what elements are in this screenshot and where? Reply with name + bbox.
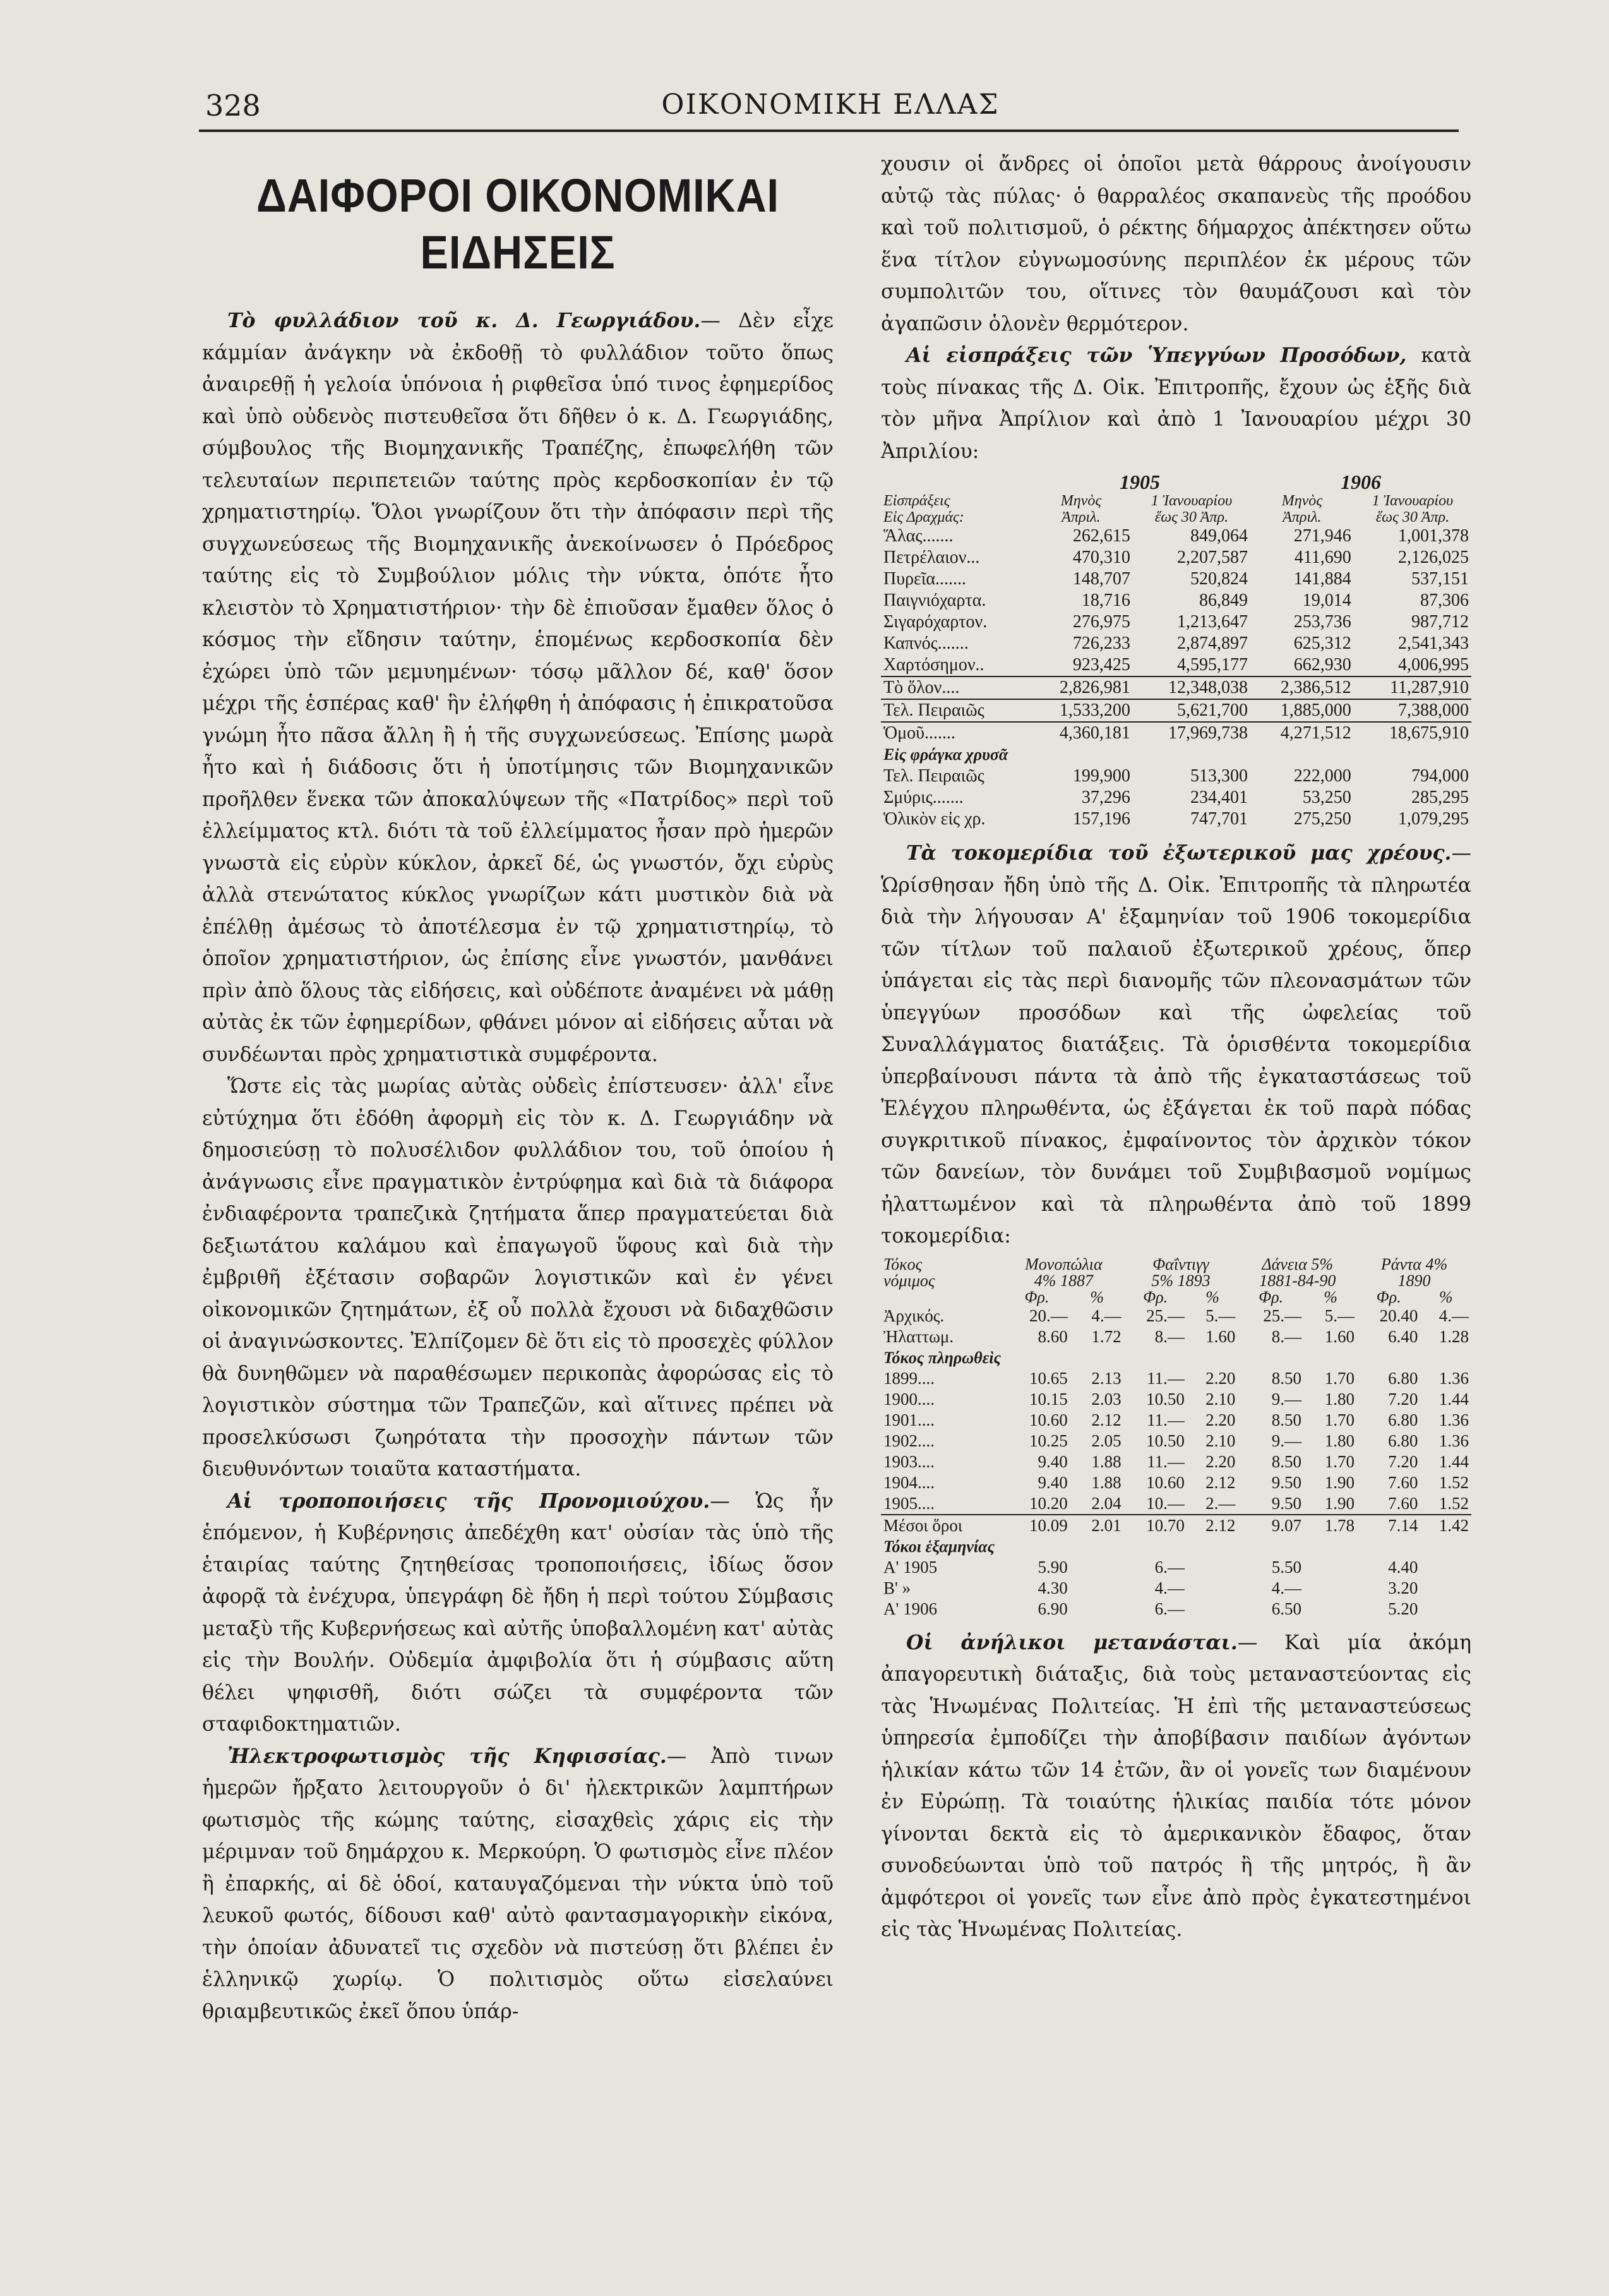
table-cell: 6.40 <box>1388 1326 1418 1346</box>
unit-label: % <box>1439 1287 1453 1306</box>
table-cell: 10.50 <box>1146 1389 1185 1409</box>
column-header: νόμιμος <box>883 1271 935 1290</box>
table-cell: 18,716 <box>1081 591 1130 610</box>
table-row <box>881 1515 1471 1536</box>
table-cell: 513,300 <box>1190 766 1248 786</box>
row-label: 1899.... <box>883 1368 935 1388</box>
column-header: 5% 1893 <box>1151 1271 1211 1290</box>
table-cell: 1,079,295 <box>1398 809 1469 829</box>
article-text: — Ὡρίσθησαν ἤδη ὑπὸ τῆς Δ. Οἰκ. Ἐπιτροπῆς τὰ πληρωτέα διὰ τὴν λήγουσαν Α' ἑξαμηνίαν τοῦ 1906 τοκομερίδια τῶν τίτλων τοῦ παλαιοῦ ἐξωτερικοῦ χρέους, ὅπερ ὑπάγεται εἰς τὰς περὶ διανομῆς τῶν πλεονασμάτων τῶν ὑπεγγύων προσόδων καὶ τῆς ὠφελείας τοῦ Συναλλάγματος διατάξεις. Τὰ ὁρισθέντα τοκομερίδια ὑπερβαίνουσι πάντα τὰ ἀπὸ τῆς ἐγκαταστάσεως τοῦ Ἐλέγχου πληρωθέντα, ὡς ἐξάγεται ἐκ τοῦ παρὰ πόδας συγκριτικοῦ πίνακος, ἐμφαίνοντος τὸν ἀρχικὸν τόκον τῶν δανείων, τὸν δυνάμει τοῦ Συμβιβασμοῦ νομίμως ἠλαττωμένον καὶ τὰ πληρωθέντα ἀπὸ τοῦ 1899 τοκομερίδια: <box>881 842 1471 1247</box>
table-section-row <box>881 744 1471 766</box>
table-cell <box>1187 1578 1238 1599</box>
table-row <box>881 766 1471 787</box>
table-cell: 987,712 <box>1411 612 1469 632</box>
article-text: κατὰ τοὺς πίνακας τῆς Δ. Οἰκ. Ἐπιτροπῆς, ἔχουν ὡς ἑξῆς διὰ τὸν μῆνα Ἀπρίλιον καὶ ἀπὸ 1 Ἰανουαρίου μέχρι 30 Ἀπριλίου: <box>881 344 1471 463</box>
table-cell: 1.78 <box>1304 1515 1357 1536</box>
table-cell: 1.88 <box>1091 1472 1122 1492</box>
table-cell: 4,595,177 <box>1177 655 1248 675</box>
article-heading: Ἠλεκτροφωτισμὸς τῆς Κηφισσίας. <box>227 1744 667 1768</box>
table-cell: 4.— <box>1439 1306 1469 1325</box>
table-cell: 8.50 <box>1271 1410 1301 1429</box>
table-cell: 2.12 <box>1187 1515 1238 1536</box>
column-header: Εἰσπράξεις <box>883 493 950 509</box>
table-cell: 1.28 <box>1439 1326 1469 1346</box>
table-row <box>881 590 1471 611</box>
table-cell: 1.42 <box>1420 1515 1471 1536</box>
table-row <box>881 1599 1471 1620</box>
table-cell <box>1070 1578 1124 1599</box>
table-cell: 2.12 <box>1205 1472 1236 1492</box>
table-cell <box>1070 1599 1124 1620</box>
table-cell: 4.— <box>1091 1306 1122 1325</box>
table-cell: 10.— <box>1146 1493 1185 1513</box>
row-label: Πυρεῖα....... <box>883 569 967 589</box>
table-cell <box>1304 1578 1357 1599</box>
table-cell: 10.50 <box>1146 1431 1185 1450</box>
column-header: Δάνεια 5% <box>1262 1254 1334 1273</box>
table-section-label: Τόκοι ἑξαμηνίας <box>883 1537 995 1556</box>
coupon-table <box>881 1256 1471 1620</box>
table-row <box>881 676 1471 699</box>
table-cell: 9.07 <box>1238 1515 1304 1536</box>
table-cell: 7.20 <box>1388 1389 1418 1409</box>
table-cell: 1.70 <box>1324 1410 1355 1429</box>
article-text: — Ὡς ἦν ἑπόμενον, ἡ Κυβέρνησις ἀπεδέχθη κατ' οὐσίαν τὰς ὑπὸ τῆς ἑταιρίας ταύτης ζητηθείσας τροποποιήσεις, ἰδίως ὅσον ἀφορᾷ τὰ ἐνέχυρα, ὑπεγράφη δὲ ἤδη ἡ περὶ τούτου Σύμβασις μεταξὺ τῆς Κυβερνήσεως καὶ αὐτῆς ὑποβαλλομένη κατ' αὐτὰς εἰς τὴν Βουλήν. Οὐδεμία ἀμφιβολία ὅτι ἡ σύμβασις αὕτη θέλει ψηφισθῆ, διότι σώζει τὰ συμφέροντα τῶν σταφιδοκτηματιῶν. <box>202 1489 834 1736</box>
table-cell: 276,975 <box>1072 612 1130 632</box>
table-cell: 5,621,700 <box>1133 699 1250 722</box>
table-cell: 8.60 <box>1038 1326 1068 1346</box>
table-cell: 6.— <box>1154 1599 1185 1618</box>
table-cell: 37,296 <box>1081 788 1130 807</box>
header-rule <box>199 129 1459 132</box>
unit-label: % <box>1324 1287 1337 1306</box>
table-cell: 1.36 <box>1439 1431 1469 1450</box>
table-cell: 17,969,738 <box>1133 722 1250 744</box>
table-section-row <box>881 1536 1471 1557</box>
column-header: 1890 <box>1397 1271 1431 1290</box>
table-cell: 6.80 <box>1388 1431 1418 1450</box>
table-cell: 470,310 <box>1072 548 1130 567</box>
journal-title: ΟΙΚΟΝΟΜΙΚΗ ΕΛΛΑΣ <box>661 88 1000 121</box>
unit-label: % <box>1090 1287 1104 1306</box>
table-cell: 87,306 <box>1420 591 1469 610</box>
column-header: Ἀπριλ. <box>1283 509 1322 526</box>
table-cell: 726,233 <box>1072 634 1130 653</box>
table-cell: 141,884 <box>1293 569 1351 589</box>
table-cell: 1.44 <box>1439 1389 1469 1409</box>
table-cell: 11.— <box>1147 1452 1185 1471</box>
column-header: Μηνὸς <box>1060 493 1102 509</box>
table-cell: 9.— <box>1271 1389 1301 1409</box>
table-cell: 2.20 <box>1205 1452 1236 1471</box>
row-label: Β' » <box>883 1578 911 1597</box>
article-text: — Δὲν εἶχε κάμμίαν ἀνάγκην νὰ ἐκδοθῇ τὸ φυλλάδιον τοῦτο ὅπως ἀναιρεθῇ ἡ γελοία ὑπόνοια ἡ ριφθεῖσα ὑπό τινος ἐφημερίδος καὶ ὑπὸ οὐδενὸς πιστευθεῖσα ὅτι δῆθεν ὁ κ. Δ. Γεωργιάδης, σύμβουλος τῆς Βιομηχανικῆς Τραπέζης, ἐπωφελήθη τῶν τελευταίων περιπετειῶν ταύτης πρὸς κερδοσκοπίαν ἐν τῷ χρηματιστηρίῳ. Ὅλοι γνωρίζουν ὅτι τὴν ἀπόφασιν περὶ τῆς συγχωνεύσεως τῆς Βιομηχανικῆς ἀνεκοίνωσεν ὁ Πρόεδρος ταύτης εἰς τὸ Συμβούλιον μόλις τὴν νύκτα, ὁπότε ἦτο κλειστὸν τὸ Χρηματιστήριον· τὴν δὲ ἐπιοῦσαν ἔμαθεν ὅλος ὁ κόσμος τὴν εἴδησιν ταύτην, ἑπομένως κερδοσκοπία δὲν ἐχώρει ὑπὸ τῶν μεμυημένων· τόσῳ μᾶλλον δέ, καθ' ὅσον μέχρι τῆς ἑσπέρας καθ' ἣν ἐλήφθη ἡ ἀπόφασις ἡ ἐπικρατοῦσα γνώμη ἦτο πᾶσα ἄλλη ἢ ἡ τῆς συγχωνεύσεως. Ἐπίσης μωρὰ ἦτο καὶ ἡ διάδοσις ὅτι ἡ ὑποτίμησις τῶν Βιομηχανικῶν προῆλθεν ἕνεκα τῶν ἀποκαλύψεων τῆς «Πατρίδος» περὶ τοῦ ἐλλείμματος κτλ. διότι τὰ τοῦ ἐλλείμματος ἦσαν πρὸ ἡμερῶν γνωστὰ εἰς εὐρὺν κύκλον, ἀρκεῖ δέ, ὡς γνωστόν, ὄχι εὐρὺς ἀλλὰ στενώτατος κύκλος γνωρίζων κάτι μυστικὸν διὰ νὰ ἐπέλθῃ ἀμέσως τὸ ἀποτέλεσμα ἐν τῷ χρηματιστηρίῳ, τὸ ὁποῖον χρηματιστήριον, ὡς ἐπίσης εἶνε γνωστόν, μανθάνει πρὶν ἀπὸ ὅλους τὰς εἰδήσεις, καὶ οὐδέποτε ἀναμένει νὰ μάθῃ αὐτὰς ἐκ τῶν ἐφημερίδων, φθάνει μόνον αἱ εἰδήσεις αὗται νὰ συνδέωνται πρὸς χρηματιστικὰ συμφέροντα. <box>202 310 834 1066</box>
table-cell: 1.36 <box>1439 1410 1469 1429</box>
table-cell: 1.90 <box>1324 1472 1355 1492</box>
article-georgiadis <box>202 305 834 1071</box>
column-header: Ράντα 4% <box>1380 1254 1448 1273</box>
table-cell: 1,001,378 <box>1398 526 1469 546</box>
table-row <box>881 1472 1471 1493</box>
table-row <box>881 1368 1471 1389</box>
article-heading: Οἱ ἀνήλικοι μετανάσται. <box>906 1630 1238 1654</box>
table-cell <box>1070 1557 1124 1578</box>
table-cell: 537,151 <box>1411 569 1469 589</box>
table-cell: 2.05 <box>1091 1431 1122 1450</box>
table-cell: 11,287,910 <box>1354 676 1471 699</box>
table-cell: 2.03 <box>1091 1389 1122 1409</box>
article-heading: Τὰ τοκομερίδια τοῦ ἐξωτερικοῦ μας χρέους. <box>906 841 1452 865</box>
table-cell: 10.09 <box>1003 1515 1070 1536</box>
table-row <box>881 1389 1471 1410</box>
table-cell: 7.60 <box>1388 1472 1418 1492</box>
table-cell: 2,126,025 <box>1398 548 1469 567</box>
article-coupons <box>881 838 1471 1253</box>
table-cell: 20.— <box>1029 1306 1068 1325</box>
row-label: Ὁμοῦ....... <box>881 722 1029 744</box>
table-cell: 2,874,897 <box>1177 634 1248 653</box>
row-label: 1905.... <box>883 1493 935 1513</box>
table-cell: 9.50 <box>1271 1472 1301 1492</box>
row-label: Πετρέλαιον... <box>883 548 980 567</box>
table-cell: 1.36 <box>1439 1368 1469 1388</box>
article-heading: Αἱ τροποποιήσεις τῆς Προνομιούχου. <box>227 1489 710 1513</box>
table-cell <box>1304 1557 1357 1578</box>
table-cell: 2.10 <box>1205 1389 1236 1409</box>
row-label: Α' 1905 <box>883 1557 938 1577</box>
revenue-table <box>881 471 1471 830</box>
table-row <box>881 1410 1471 1431</box>
table-cell: 2.20 <box>1205 1368 1236 1388</box>
year-label: 1905 <box>1120 471 1161 493</box>
table-cell: 9.— <box>1271 1431 1301 1450</box>
table-cell: 7.20 <box>1388 1452 1418 1471</box>
table-cell: 6.80 <box>1388 1410 1418 1429</box>
column-header: Τόκος <box>883 1254 923 1273</box>
table-cell: 1.60 <box>1205 1326 1236 1346</box>
table-row <box>881 547 1471 568</box>
table-cell: 53,250 <box>1302 788 1351 807</box>
table-cell: 234,401 <box>1190 788 1248 807</box>
table-row <box>881 568 1471 590</box>
table-cell: 2.04 <box>1091 1493 1122 1513</box>
table-section-row <box>881 1347 1471 1368</box>
row-label: Σμύρις....... <box>883 788 964 807</box>
row-label: Χαρτόσημον.. <box>883 655 984 675</box>
table-cell: 285,295 <box>1411 788 1469 807</box>
row-label: 1900.... <box>883 1389 935 1409</box>
column-header: 4% 1887 <box>1034 1271 1093 1290</box>
table-row <box>881 526 1471 547</box>
table-cell: 1,533,200 <box>1029 699 1133 722</box>
table-cell: 662,930 <box>1293 655 1351 675</box>
table-cell <box>1304 1599 1357 1620</box>
table-row <box>881 722 1471 744</box>
table-cell <box>1420 1578 1471 1599</box>
column-header: Φαΐντιγγ <box>1152 1254 1209 1273</box>
table-cell: 10.70 <box>1124 1515 1187 1536</box>
table-cell: 9.40 <box>1038 1452 1068 1471</box>
table-cell: 7.14 <box>1357 1515 1420 1536</box>
table-cell: 253,736 <box>1293 612 1351 632</box>
table-cell: 4,006,995 <box>1398 655 1469 675</box>
table-cell: 8.— <box>1271 1326 1301 1346</box>
table-cell: 4,271,512 <box>1250 722 1354 744</box>
article-text: χουσιν οἱ ἄνδρες οἱ ὁποῖοι μετὰ θάρρους ἀνοίγουσιν αὐτῷ τὰς πύλας· ὁ θαρραλέος σκαπανεὺς τῆς προόδου καὶ τοῦ πολιτισμοῦ, ὁ ρέκτης δήμαρχος ἀπέκτησεν οὕτω ἕνα τίτλον εὐγνωμοσύνης περιπλέον ἐκ μέρους τῶν συμπολιτῶν του, οἵτινες τὸν θαυμάζουσι καὶ τὸν ἀγαπῶσιν ὁλονὲν θερμότερον. <box>881 153 1471 335</box>
table-cell: 520,824 <box>1190 569 1248 589</box>
table-cell <box>1187 1557 1238 1578</box>
table-row <box>881 1326 1471 1347</box>
table-row <box>881 699 1471 722</box>
table-cell: 2,386,512 <box>1250 676 1354 699</box>
table-cell: 1.88 <box>1091 1452 1122 1471</box>
table-row <box>881 808 1471 830</box>
table-cell: 10.15 <box>1029 1389 1068 1409</box>
table-cell <box>1420 1557 1471 1578</box>
table-cell: 1.80 <box>1324 1389 1355 1409</box>
row-label: Τελ. Πειραιῶς <box>881 699 1029 722</box>
table-row <box>881 633 1471 654</box>
table-cell: 10.25 <box>1029 1431 1068 1450</box>
table-cell: 2.13 <box>1091 1368 1122 1388</box>
table-cell: 1.72 <box>1091 1326 1122 1346</box>
table-cell: 1.80 <box>1324 1431 1355 1450</box>
table-cell: 1.70 <box>1324 1452 1355 1471</box>
running-header <box>205 88 1456 133</box>
table-cell: 4,360,181 <box>1029 722 1133 744</box>
table-cell: 7,388,000 <box>1354 699 1471 722</box>
table-cell: 20.40 <box>1379 1306 1418 1325</box>
table-cell: 3.20 <box>1388 1578 1418 1597</box>
table-cell: 10.60 <box>1029 1410 1068 1429</box>
column-header: ἕως 30 Ἀπρ. <box>1375 509 1450 526</box>
table-row <box>881 1452 1471 1472</box>
table-row <box>881 1578 1471 1599</box>
row-label: 1904.... <box>883 1472 935 1492</box>
table-row <box>881 1431 1471 1452</box>
column-header: Εἰς Δραχμάς: <box>883 509 964 526</box>
table-row <box>881 1306 1471 1326</box>
table-cell: 10.65 <box>1029 1368 1068 1388</box>
article-text: Ὥστε εἰς τὰς μωρίας αὐτὰς οὐδεὶς ἐπίστευσεν· ἀλλ' εἶνε εὐτύχημα ὅτι ἐδόθη ἀφορμὴ εἰς τὸν κ. Δ. Γεωργιάδην νὰ δημοσιεύσῃ τὸ πολυσέλιδον φυλλάδιον του, τοῦ ὁποίου ἡ ἀνάγνωσις εἶνε πραγματικὸν ἐντρύφημα καὶ διὰ τὰ διάφορα ἐνδιαφέροντα τραπεζικὰ ζητήματα ἅπερ πραγματεύεται διὰ δεξιωτάτου καλάμου καὶ ἐπαγωγοῦ ὕφους καὶ διὰ τὴν ἐμβριθῆ ἐξέτασιν σοβαρῶν λογιστικῶν καὶ ἐν γένει οἰκονομικῶν ζητημάτων, ἐξ οὗ πολλὰ ἔχουσι νὰ διδαχθῶσιν οἱ ἀναγινώσκοντες. Ἐλπίζομεν δὲ ὅτι εἰς τὸ προσεχὲς φύλλον θὰ δυνηθῶμεν νὰ παραθέσωμεν περικοπὰς ἀφορώσας εἰς τὸ λογιστικὸν σύστημα τῶν Τραπεζῶν, καὶ αἵτινες πρέπει νὰ προσελκύσωσι ζωηρότατα τὴν προσοχὴν πάντων τῶν διευθυνόντων τοιαῦτα καταστήματα. <box>202 1075 834 1481</box>
row-label: Ὁλικὸν εἰς χρ. <box>883 809 986 829</box>
table-cell: 1,885,000 <box>1250 699 1354 722</box>
row-label: Ἀρχικός. <box>883 1306 945 1325</box>
row-label: Μέσοι ὅροι <box>881 1515 1003 1536</box>
table-cell: 18,675,910 <box>1354 722 1471 744</box>
article-heading: Αἱ εἰσπράξεις τῶν Ὑπεγγύων Προσόδων, <box>906 344 1407 367</box>
table-cell: 1.90 <box>1324 1493 1355 1513</box>
article-minors <box>881 1627 1471 1946</box>
table-cell: 157,196 <box>1072 809 1130 829</box>
table-cell: 2.20 <box>1205 1410 1236 1429</box>
row-label: Τελ. Πειραιῶς <box>883 766 984 786</box>
table-cell: 4.— <box>1154 1578 1185 1597</box>
table-cell: 11.— <box>1147 1410 1185 1429</box>
table-cell: 10.60 <box>1146 1472 1185 1492</box>
table-cell: 625,312 <box>1293 634 1351 653</box>
table-row <box>881 1557 1471 1578</box>
table-cell: 1.70 <box>1324 1368 1355 1388</box>
table-cell: 1.60 <box>1324 1326 1355 1346</box>
page-number: 328 <box>205 88 261 123</box>
table-cell: 9.40 <box>1038 1472 1068 1492</box>
section-title: ΔΑΙΦΟΡΟΙ ΟΙΚΟΝΟΜΙΚΑΙ ΕΙΔΗΣΕΙΣ <box>256 169 779 279</box>
row-label: 1901.... <box>883 1410 935 1429</box>
table-cell: 4.30 <box>1038 1578 1068 1597</box>
table-cell: 923,425 <box>1072 655 1130 675</box>
table-cell: 9.50 <box>1271 1493 1301 1513</box>
row-label: 1903.... <box>883 1452 935 1471</box>
table-cell: 8.50 <box>1271 1368 1301 1388</box>
unit-label: Φρ. <box>1376 1287 1401 1306</box>
unit-label: Φρ. <box>1259 1287 1284 1306</box>
table-cell: 10.20 <box>1029 1493 1068 1513</box>
table-cell: 7.60 <box>1388 1493 1418 1513</box>
table-cell <box>1187 1599 1238 1620</box>
unit-label: % <box>1205 1287 1219 1306</box>
table-cell: 5.90 <box>1038 1557 1068 1577</box>
article-revenues <box>881 340 1471 467</box>
row-label: 1902.... <box>883 1431 935 1450</box>
table-cell: 411,690 <box>1294 548 1351 567</box>
row-label: Σιγαρόχαρτον. <box>883 612 988 632</box>
table-cell: 11.— <box>1147 1368 1185 1388</box>
table-cell: 2.01 <box>1070 1515 1124 1536</box>
table-cell: 25.— <box>1263 1306 1301 1325</box>
table-cell: 86,849 <box>1199 591 1248 610</box>
table-cell: 6.— <box>1154 1557 1185 1577</box>
unit-label: Φρ. <box>1143 1287 1168 1306</box>
table-cell: 271,946 <box>1293 526 1351 546</box>
table-row <box>881 1493 1471 1515</box>
left-column <box>202 148 834 2028</box>
row-label: Ἅλας....... <box>883 526 954 546</box>
right-column <box>881 148 1471 1946</box>
article-heading: Τὸ φυλλάδιον τοῦ κ. Δ. Γεωργιάδου. <box>227 309 701 332</box>
row-label: Ἠλαττωμ. <box>883 1326 954 1346</box>
table-cell: 2.— <box>1205 1493 1236 1513</box>
table-cell: 262,615 <box>1072 526 1130 546</box>
table-cell: 2.12 <box>1091 1410 1122 1429</box>
table-row <box>881 654 1471 676</box>
table-cell: 5.50 <box>1271 1557 1301 1577</box>
table-section-label: Τόκος πληρωθεὶς <box>883 1348 1002 1367</box>
table-cell: 1.44 <box>1439 1452 1469 1471</box>
table-cell: 5.20 <box>1388 1599 1418 1618</box>
table-cell: 148,707 <box>1072 569 1130 589</box>
article-text: — Καὶ μία ἀκόμη ἀπαγορευτικὴ διάταξις, διὰ τοὺς μεταναστεύοντας εἰς τὰς Ἡνωμένας Πολιτείας. Ἡ ἐπὶ τῆς μεταναστεύσεως ὑπηρεσία ἐμποδίζει τὴν ἀποβίβασιν παιδίων ἀγόντων ἡλικίαν κάτω τῶν 14 ἐτῶν, ἂν οἱ γονεῖς των διαμένουν ἐν Εὐρώπῃ. Τὰ τοιαύτης ἡλικίας παιδία τότε μόνον γίνονται δεκτὰ εἰς τὸ ἀμερικανικὸν ἔδαφος, ὅταν συνοδεύωνται ὑπὸ τοῦ πατρός ἢ τῆς μητρός, ἢ ἂν ἀμφότεροι οἱ γονεῖς των εἶνε ἀπὸ πρὸς ἐγκατεστημένοι εἰς τὰς Ἡνωμένας Πολιτείας. <box>881 1631 1471 1941</box>
table-cell: 747,701 <box>1190 809 1248 829</box>
row-label: Α' 1906 <box>883 1599 938 1618</box>
table-cell: 4.40 <box>1388 1557 1418 1577</box>
table-cell: 275,250 <box>1293 809 1351 829</box>
table-cell: 6.90 <box>1038 1599 1068 1618</box>
table-cell: 199,900 <box>1072 766 1130 786</box>
table-cell: 794,000 <box>1411 766 1469 786</box>
table-cell: 2,826,981 <box>1029 676 1133 699</box>
table-cell: 6.80 <box>1388 1368 1418 1388</box>
article-kifissia <box>202 1741 834 2028</box>
table-cell: 8.— <box>1154 1326 1185 1346</box>
table-cell: 1.52 <box>1439 1472 1469 1492</box>
column-header: Ἀπριλ. <box>1062 509 1101 526</box>
table-cell: 25.— <box>1146 1306 1185 1325</box>
table-cell: 222,000 <box>1293 766 1351 786</box>
column-header: ἕως 30 Ἀπρ. <box>1154 509 1229 526</box>
table-row <box>881 787 1471 808</box>
table-cell: 12,348,038 <box>1133 676 1250 699</box>
table-row <box>881 611 1471 633</box>
table-cell: 2.10 <box>1205 1431 1236 1450</box>
table-cell: 19,014 <box>1302 591 1351 610</box>
table-cell: 4.— <box>1271 1578 1301 1597</box>
table-cell: 1.52 <box>1439 1493 1469 1513</box>
column-header: Μονοπώλια <box>1025 1254 1103 1273</box>
table-cell: 5.— <box>1205 1306 1236 1325</box>
article-pronomiouxos <box>202 1486 834 1741</box>
table-cell: 2,207,587 <box>1177 548 1248 567</box>
table-cell <box>1420 1599 1471 1620</box>
table-cell: 8.50 <box>1271 1452 1301 1471</box>
table-cell: 1,213,647 <box>1177 612 1248 632</box>
column-header: 1 Ἰανουαρίου <box>1372 493 1454 509</box>
article-text: — Ἀπὸ τινων ἡμερῶν ἤρξατο λειτουργοῦν ὁ δι' ἠλεκτρικῶν λαμπτήρων φωτισμὸς τῆς κώμης ταύτης, εἰσαχθεὶς χάρις εἰς τὴν μέριμναν τοῦ δημάρχου κ. Μερκούρη. Ὁ φωτισμὸς εἶνε πλέον ἢ ἐπαρκής, αἱ δὲ ὁδοί, καταυγαζόμεναι τὴν νύκτα ὑπὸ τοῦ λευκοῦ φωτός, δίδουσι καθ' αὐτὸ φαντασμαγορικὴν εἰκόνα, τὴν ὁποίαν ἀδυνατεῖ τις σχεδὸν νὰ πιστεύσῃ ὅτι βλέπει ἐν ἑλληνικῷ χωρίῳ. Ὁ πολιτισμὸς οὕτω εἰσελαύνει θριαμβευτικῶς ἐκεῖ ὅπου ὑπάρ- <box>202 1745 834 2023</box>
row-label: Παιγνιόχαρτα. <box>883 591 986 610</box>
column-header: Μηνὸς <box>1281 493 1323 509</box>
year-label: 1906 <box>1341 471 1381 493</box>
unit-label: Φρ. <box>1024 1287 1050 1306</box>
column-header: 1 Ἰανουαρίου <box>1151 493 1233 509</box>
table-section-label: Εἰς φράγκα χρυσᾶ <box>883 745 1008 764</box>
table-cell: 2,541,343 <box>1398 634 1469 653</box>
table-cell: 5.— <box>1324 1306 1355 1325</box>
column-header: 1881-84-90 <box>1259 1271 1336 1290</box>
row-label: Τὸ ὅλον.... <box>881 676 1029 699</box>
table-cell: 849,064 <box>1190 526 1248 546</box>
row-label: Καπνός....... <box>883 634 969 653</box>
table-cell: 6.50 <box>1271 1599 1301 1618</box>
